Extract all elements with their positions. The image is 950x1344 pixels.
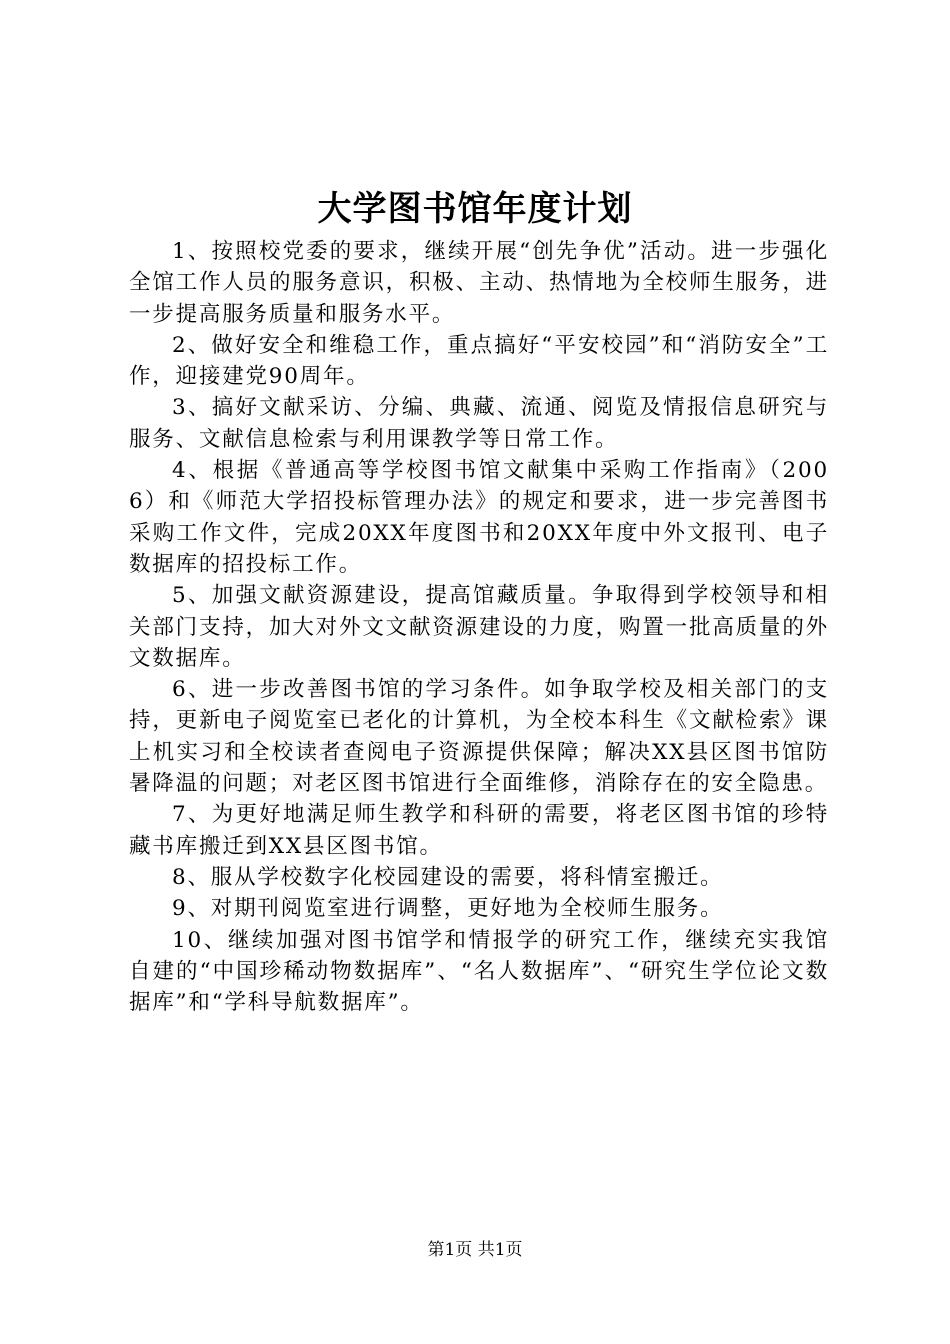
- paragraph-9: 9、对期刊阅览室进行调整，更好地为全校师生服务。: [172, 896, 724, 922]
- paragraph-4: 4、根据《普通高等学校图书馆文献集中采购工作指南》（2006）和《师范大学招投标管理办法》的规定和要求，进一步完善图书采购工作文件，完成20XX年度图书和20XX年度中外文报刊、电子数据库的招投标工作。: [129, 458, 829, 577]
- paragraph-6: 6、进一步改善图书馆的学习条件。如争取学校及相关部门的支持，更新电子阅览室已老化的计算机，为全校本科生《文献检索》课上机实习和全校读者查阅电子资源提供保障；解决XX县区图书馆防暑降温的问题；对老区图书馆进行全面维修，消除存在的安全隐患。: [129, 677, 829, 797]
- paragraph-5: 5、加强文献资源建设，提高馆藏质量。争取得到学校领导和相关部门支持，加大对外文文献资源建设的力度，购置一批高质量的外文数据库。: [129, 583, 829, 671]
- paragraph-2: 2、做好安全和维稳工作，重点搞好“平安校园”和“消防安全”工作，迎接建党90周年。: [129, 332, 829, 390]
- document-title: 大学图书馆年度计划: [317, 189, 633, 229]
- paragraph-7: 7、为更好地满足师生教学和科研的需要，将老区图书馆的珍特藏书库搬迁到XX县区图书馆。: [129, 802, 829, 859]
- page-footer: 第1页 共1页: [427, 1240, 523, 1260]
- document-body: [129, 236, 829, 1018]
- paragraph-3: 3、搞好文献采访、分编、典藏、流通、阅览及情报信息研究与服务、文献信息检索与利用课教学等日常工作。: [129, 395, 829, 452]
- paragraph-10: 10、继续加强对图书馆学和情报学的研究工作，继续充实我馆自建的“中国珍稀动物数据库”、“名人数据库”、“研究生学位论文数据库”和“学科导航数据库”。: [129, 927, 829, 1016]
- paragraph-1: 1、按照校党委的要求，继续开展“创先争优”活动。进一步强化全馆工作人员的服务意识，积极、主动、热情地为全校师生服务，进一步提高服务质量和服务水平。: [129, 239, 829, 327]
- paragraph-8: 8、服从学校数字化校园建设的需要，将科情室搬迁。: [172, 864, 724, 890]
